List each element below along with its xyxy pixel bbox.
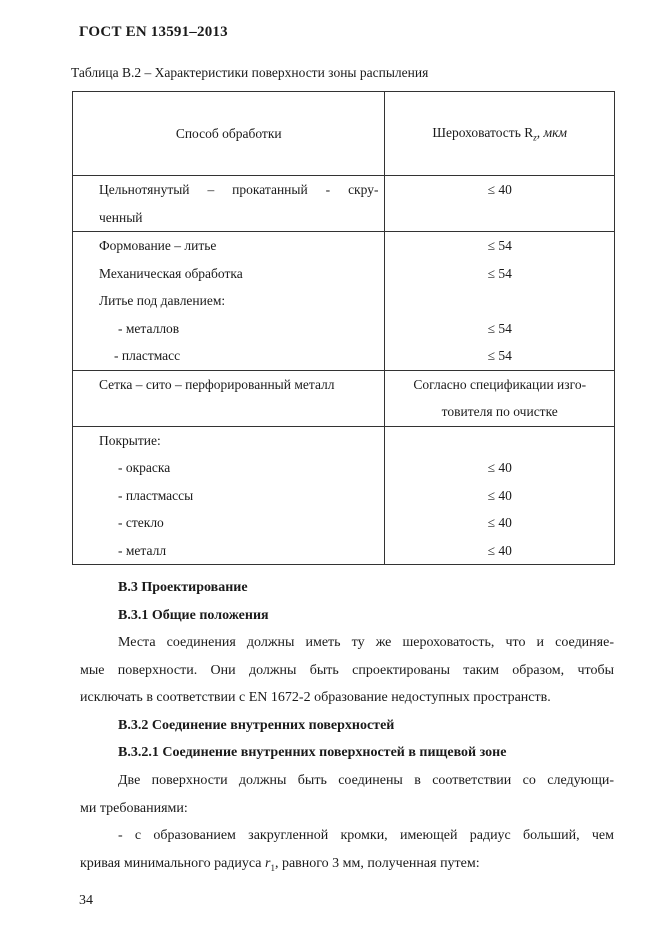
row-method-line: Формование – литье	[99, 238, 217, 253]
table-row	[73, 176, 615, 232]
row-value: ≤ 40	[487, 182, 512, 197]
paragraph-requirements	[80, 767, 614, 822]
section-heading-b32: В.3.2 Соединение внутренних поверхностей	[118, 718, 395, 733]
row-method-line: Сетка – сито – перфорированный металл	[99, 376, 335, 392]
radius-variable: r	[265, 855, 271, 871]
paragraph-general	[80, 629, 614, 712]
row-method-line: - пластмасс	[114, 348, 181, 363]
document-code: ГОСТ EN 13591–2013	[79, 24, 228, 40]
paragraph-line: - с образованием закругленной кромки, имеющей радиус больший, чем	[118, 828, 614, 843]
page-number: 34	[79, 893, 93, 908]
paragraph-line: исключать в соответствии с EN 1672-2 образование недоступных пространств.	[80, 690, 551, 705]
row-value: ≤ 40	[487, 460, 512, 475]
paragraph-line: Две поверхности должны быть соединены в соответствии со следующи-	[118, 773, 614, 788]
row-value: ≤ 54	[487, 265, 512, 281]
header-roughness	[385, 92, 615, 176]
table-row	[73, 370, 615, 426]
paragraph-rounded-edge	[80, 822, 614, 882]
row-value: ≤ 40	[487, 542, 512, 558]
surface-characteristics-table	[72, 91, 615, 565]
header-roughness-symbol: $_z$, мкм	[533, 124, 568, 143]
row-method-line: - металлов	[118, 320, 180, 336]
header-method: Способ обработки	[73, 92, 385, 176]
row-method-line: - стекло	[118, 515, 164, 530]
paragraph-line: мые поверхности. Они должны быть спроектированы таким образом, чтобы	[80, 662, 614, 678]
row-value: ≤ 54	[487, 320, 512, 336]
row-value: ≤ 40	[487, 487, 512, 503]
row-method-line: Цельнотянутый – прокатанный - скру-	[99, 182, 379, 197]
row-value: ≤ 54	[487, 348, 512, 363]
row-value: ≤ 54	[487, 238, 512, 253]
table-caption: Таблица В.2 – Характеристики поверхности зоны распыления	[71, 65, 429, 80]
header-roughness-label: Шероховатость R	[432, 124, 534, 140]
row-value: Согласно спецификации изго-	[413, 376, 587, 392]
paragraph-line: кривая минимального радиуса $r_1$, равного 3 мм, полученная путем:	[80, 855, 480, 873]
radius-subscript: 1	[270, 862, 275, 873]
table-header-row	[73, 92, 615, 176]
table-row	[73, 232, 615, 371]
row-method-line: Покрытие:	[99, 432, 161, 448]
section-heading-b321: В.3.2.1 Соединение внутренних поверхностей в пищевой зоне	[118, 745, 507, 760]
table-row	[73, 426, 615, 565]
row-method-line: - окраска	[118, 460, 171, 475]
section-heading-b3: В.3 Проектирование	[118, 580, 248, 595]
row-method-line: - металл	[118, 542, 167, 558]
row-method-line: ченный	[99, 209, 143, 225]
row-method-line: Литье под давлением:	[99, 293, 226, 308]
row-value: ≤ 40	[487, 515, 512, 530]
row-method-line: Механическая обработка	[99, 265, 243, 281]
row-value: товителя по очистке	[441, 404, 558, 419]
section-heading-b31: В.3.1 Общие положения	[118, 608, 269, 623]
paragraph-line: ми требованиями:	[80, 800, 188, 816]
paragraph-line: Места соединения должны иметь ту же шероховатость, что и соединяе-	[118, 635, 614, 650]
row-method-line: - пластмассы	[118, 487, 194, 503]
